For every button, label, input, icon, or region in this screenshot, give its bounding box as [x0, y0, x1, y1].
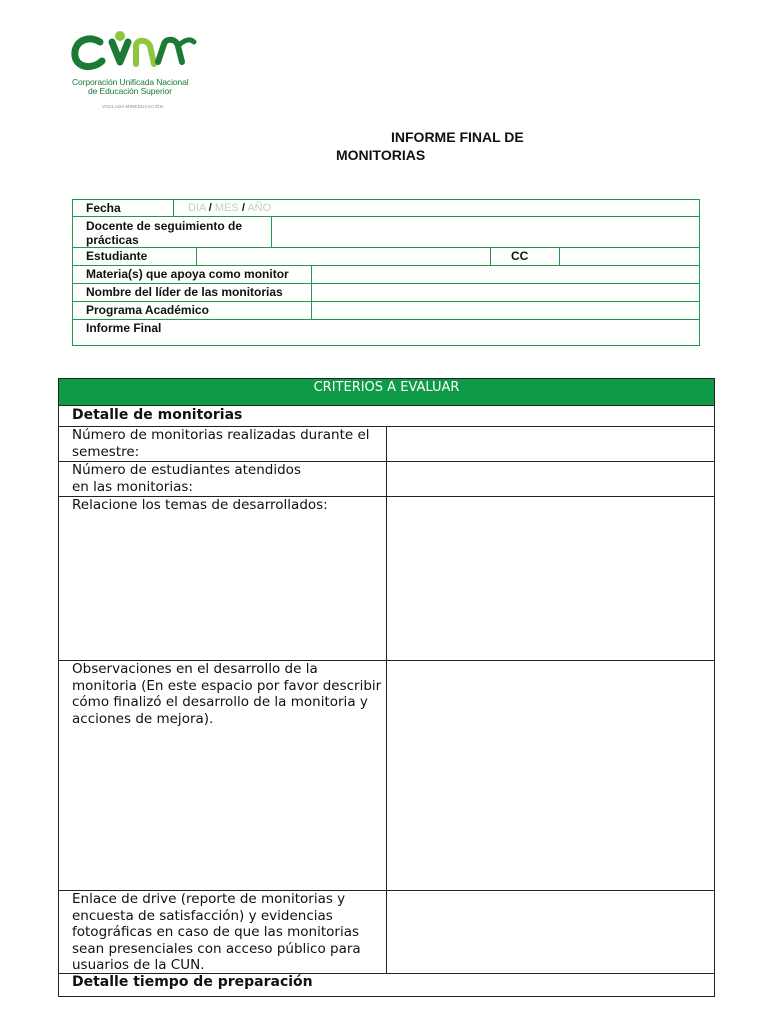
- docente-field[interactable]: [271, 217, 699, 247]
- section-title-tiempo: Detalle tiempo de preparación: [72, 974, 313, 990]
- row-fecha: [73, 200, 699, 217]
- row-num-estudiantes: [59, 462, 714, 497]
- cun-logo: [70, 28, 200, 113]
- docente-label: Docente de seguimiento de prácticas: [86, 219, 243, 247]
- row-observaciones: [59, 661, 714, 891]
- row-materia: [73, 266, 699, 284]
- row-programa: [73, 302, 699, 320]
- document-title-line-2: MONITORIAS: [336, 147, 426, 163]
- criteria-table: [58, 378, 715, 997]
- cun-logo-mark: [70, 28, 200, 76]
- row-enlace-drive: [59, 891, 714, 974]
- estudiante-label: Estudiante: [86, 249, 148, 263]
- fecha-field[interactable]: [173, 200, 699, 216]
- document-title-line-1: INFORME FINAL DE: [391, 129, 524, 145]
- programa-label: Programa Académico: [86, 303, 209, 317]
- fecha-label: Fecha: [86, 201, 121, 215]
- row-informe[interactable]: [73, 320, 699, 346]
- row-temas: [59, 497, 714, 661]
- logo-line-2: de Educación Superior: [88, 86, 172, 96]
- row-estudiante: [73, 248, 699, 266]
- num-estudiantes-label: Número de estudiantes atendidos en las monitorias:: [59, 462, 387, 496]
- observaciones-label: Observaciones en el desarrollo de la monitoria (En este espacio por favor describir cómo finalizó el desarrollo de la monitoria y acciones de mejora).: [59, 661, 387, 890]
- fecha-ano: AÑO: [247, 202, 272, 214]
- materia-label: Materia(s) que apoya como monitor: [86, 267, 289, 281]
- cc-label: CC: [490, 248, 559, 265]
- programa-field[interactable]: [311, 302, 699, 319]
- temas-label: Relacione los temas de desarrollados:: [59, 497, 387, 660]
- row-docente: [73, 217, 699, 248]
- lider-field[interactable]: [311, 284, 699, 301]
- row-num-monitorias: [59, 427, 714, 462]
- fecha-sep-1: /: [208, 202, 212, 214]
- num-monitorias-label: Número de monitorias realizadas durante el semestre:: [59, 427, 387, 461]
- logo-line-1: Corporación Unificada Nacional: [72, 77, 189, 87]
- fecha-mes: MES: [214, 202, 239, 214]
- informe-label: Informe Final: [86, 321, 162, 335]
- enlace-drive-label: Enlace de drive (reporte de monitorias y encuesta de satisfacción) y evidencias fotográficas en caso de que las monitorias sean presenciales con acceso público para usuarios de la CUN.: [59, 891, 387, 973]
- section-detalle-monitorias: [59, 406, 714, 427]
- cc-field[interactable]: [559, 248, 699, 265]
- logo-tagline: VIGILADA MINEDUCACIÓN: [102, 104, 164, 109]
- lider-label: Nombre del líder de las monitorias: [86, 285, 283, 299]
- section-detalle-tiempo: [59, 974, 714, 996]
- estudiante-field[interactable]: [196, 248, 490, 265]
- fecha-dia: DIA: [188, 202, 206, 214]
- info-table: [72, 199, 700, 346]
- row-lider: [73, 284, 699, 302]
- fecha-sep-2: /: [241, 202, 245, 214]
- materia-field[interactable]: [311, 266, 699, 283]
- section-title-monitorias: Detalle de monitorias: [72, 407, 243, 423]
- criteria-header: CRITERIOS A EVALUAR: [59, 379, 714, 406]
